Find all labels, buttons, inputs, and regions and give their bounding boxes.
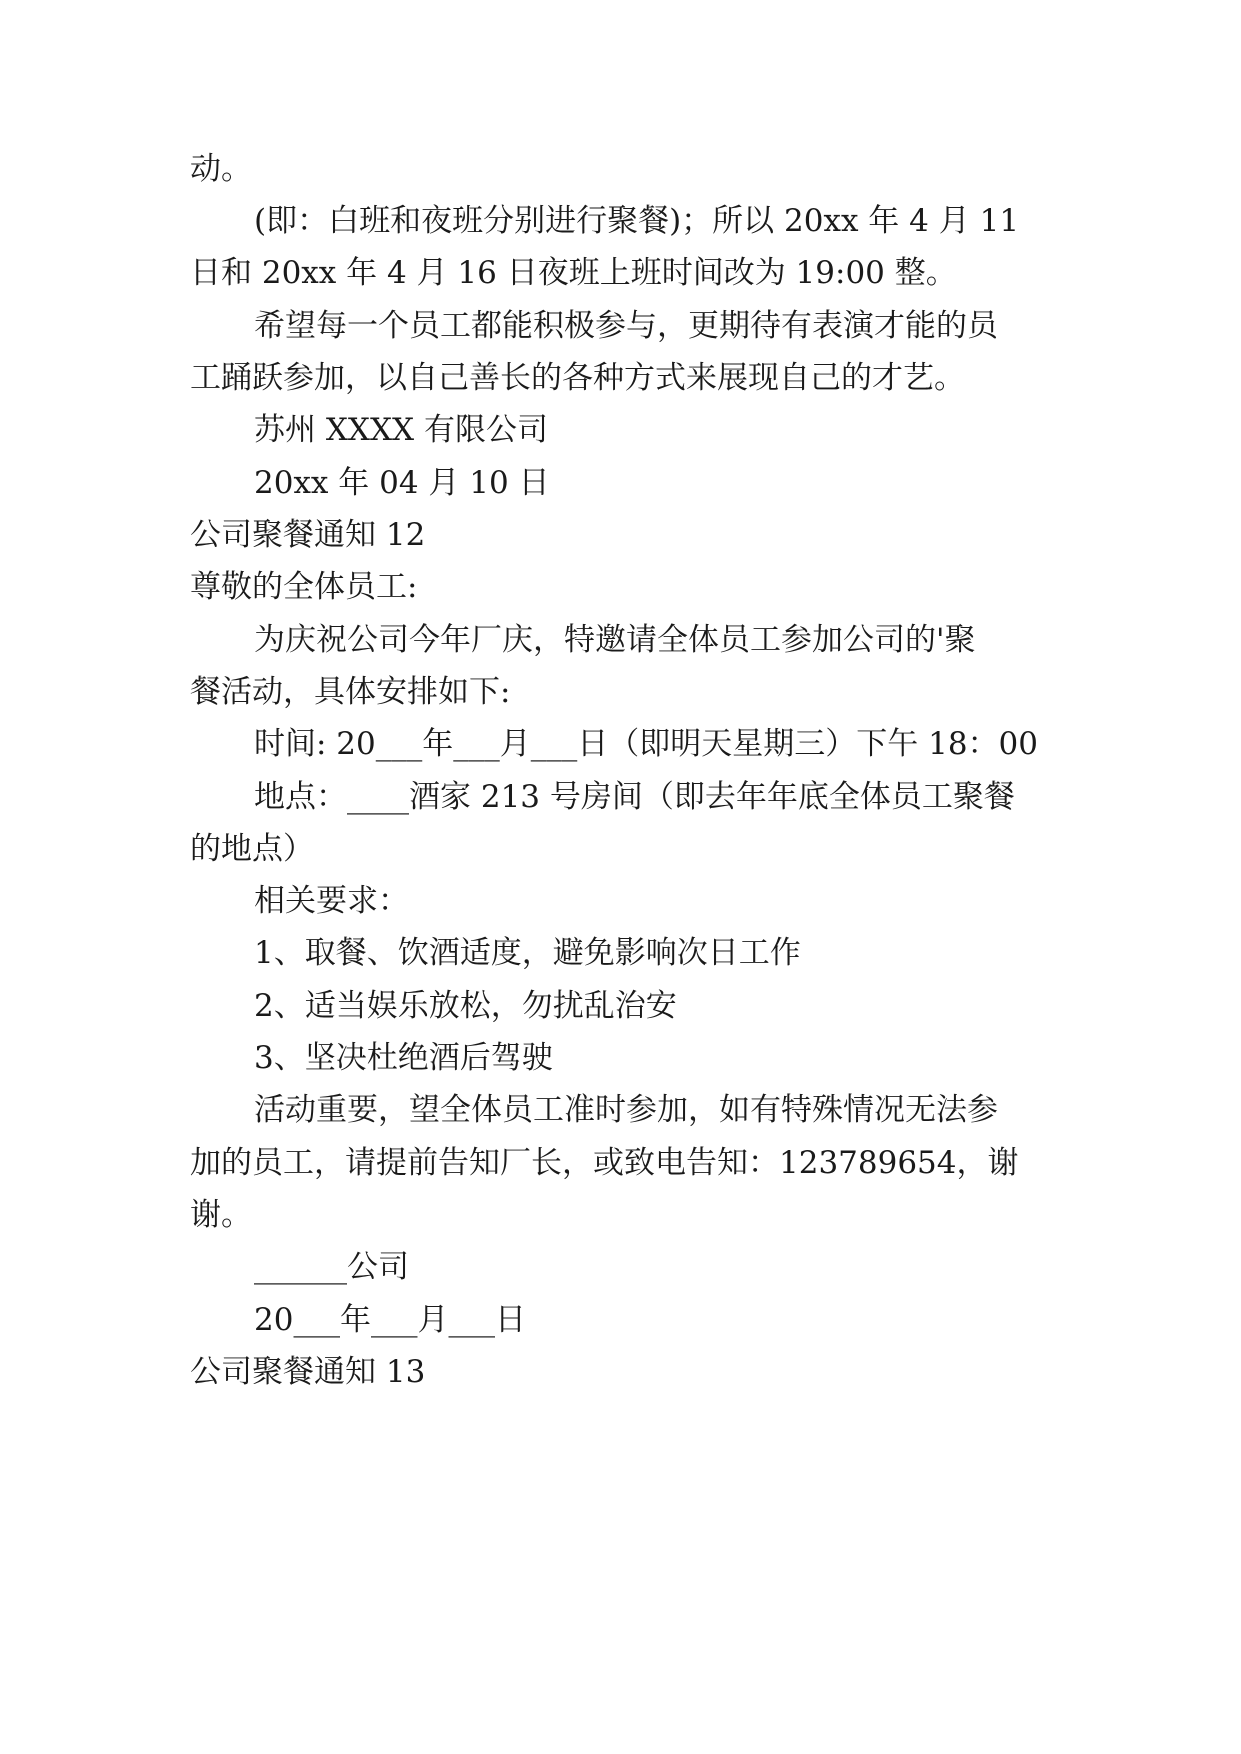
text-line: 餐活动，具体安排如下:: [190, 674, 511, 710]
text-line: 工踊跃参加，以自己善长的各种方式来展现自己的才艺。: [190, 360, 965, 396]
text-line: 活动重要，望全体员工准时参加，如有特殊情况无法参: [254, 1092, 998, 1128]
section-heading: 公司聚餐通知 13: [190, 1354, 426, 1390]
text-line: 日和 20xx 年 4 月 16 日夜班上班时间改为 19:00 整。: [190, 255, 957, 291]
signature-company: 苏州 XXXX 有限公司: [254, 412, 548, 448]
text-line: 为庆祝公司今年厂庆，特邀请全体员工参加公司的'聚: [254, 622, 976, 658]
section-heading: 公司聚餐通知 12: [190, 517, 426, 553]
text-line: 的地点）: [190, 831, 314, 867]
signature-company: ______公司: [254, 1249, 409, 1285]
text-line: 希望每一个员工都能积极参与，更期待有表演才能的员: [254, 308, 998, 344]
signature-date: 20___年___月___日: [254, 1302, 526, 1338]
text-line: 谢。: [190, 1197, 252, 1233]
text-line: 动。: [190, 151, 252, 187]
requirement-item: 2、适当娱乐放松，勿扰乱治安: [254, 988, 677, 1024]
requirement-item: 3、坚决杜绝酒后驾驶: [254, 1040, 553, 1076]
text-line: (即：白班和夜班分别进行聚餐)；所以 20xx 年 4 月 11: [254, 203, 1020, 239]
event-time: 时间: 20___年___月___日（即明天星期三）下午 18：00: [254, 726, 1038, 762]
requirements-heading: 相关要求：: [254, 883, 409, 919]
event-location: 地点：____酒家 213 号房间（即去年年底全体员工聚餐: [254, 779, 1015, 815]
salutation: 尊敬的全体员工:: [190, 569, 418, 605]
requirement-item: 1、取餐、饮酒适度，避免影响次日工作: [254, 935, 801, 971]
text-line: 加的员工，请提前告知厂长，或致电告知：123789654，谢: [190, 1145, 1019, 1181]
signature-date: 20xx 年 04 月 10 日: [254, 465, 550, 501]
